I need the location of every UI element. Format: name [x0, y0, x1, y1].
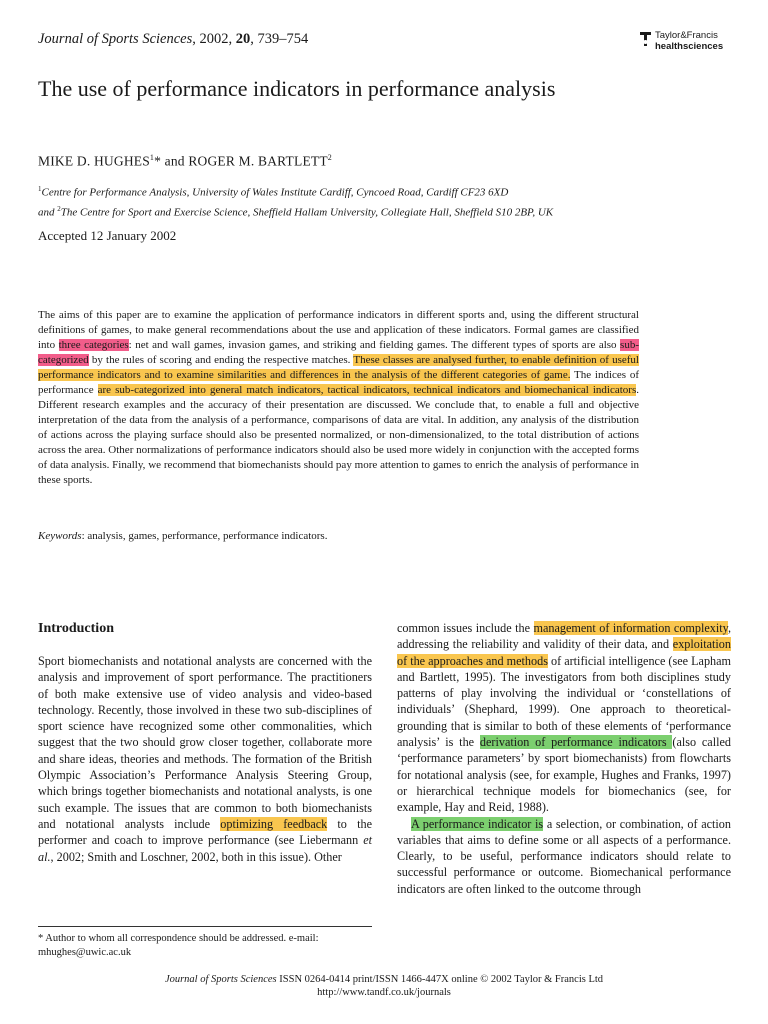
- author-1-affil: 1: [149, 153, 155, 162]
- footer-issn: ISSN 0264-0414 print/ISSN 1466-447X online © 2002 Taylor & Francis Ltd: [276, 974, 604, 985]
- footer-url: http://www.tandf.co.uk/journals: [317, 987, 451, 998]
- footer-journal: Journal of Sports Sciences: [164, 974, 277, 985]
- abstract-text-2: : net and wall games, invasion games, and striking and fielding games. The different types of sports are also: [128, 339, 621, 351]
- body-column-left: [38, 653, 372, 865]
- right-text-2: , addressing the reliability and validity of their data, and: [397, 621, 732, 652]
- abstract-text-3: by the rules of scoring and ending the respective matches.: [88, 354, 354, 366]
- affil-1: Centre for Performance Analysis, University of Wales Institute Cardiff, Cyncoed Road, Cardiff CF23 6XD: [41, 186, 509, 199]
- journal-year: , 2002,: [192, 31, 236, 47]
- keywords-label: Keywords: [38, 530, 82, 542]
- abstract-text-1: The aims of this paper are to examine the application of performance indicators in different sports and, using the different structural definitions of games, to make general recommendations about the use and application of these indicators. Formal games are classified into: [38, 309, 639, 351]
- affil-2: The Centre for Sport and Exercise Science, Sheffield Hallam University, Collegiate Hall, Sheffield S10 2BP, UK: [60, 206, 554, 219]
- intro-et-al: et al.: [38, 833, 372, 864]
- journal-citation: [38, 31, 308, 48]
- intro-text-3: , 2002; Smith and Loschner, 2002, both in this issue). Other: [50, 849, 342, 864]
- highlight-information-complexity: management of information complexity: [533, 621, 728, 635]
- highlight-sub-categorized: sub-categorized: [38, 339, 639, 366]
- intro-text-2: to the performer and coach to improve performance (see Liebermann: [38, 816, 372, 848]
- highlight-three-categories: three categories: [58, 339, 129, 351]
- highlight-optimizing-feedback: optimizing feedback: [220, 816, 328, 831]
- journal-name: Journal of Sports Sciences: [38, 31, 193, 47]
- corresponding-mark: *: [154, 153, 162, 169]
- right-text-3: of artificial intelligence (see Lapham and Bartlett, 1995). The investigators from both disciplines study patterns of play involving the individual or ‘constellations of individuals’ (Shephard, 1999). One approach to theoretical-grounding that is similar to both of these elements of ‘performance analysis’ is the: [397, 653, 732, 750]
- journal-volume: 20: [235, 31, 251, 47]
- affil-2-marker: 2: [57, 204, 61, 213]
- author-2-affil: 2: [327, 153, 332, 162]
- publisher-logo-line2: healthsciences: [655, 41, 724, 52]
- highlight-classes-analysed: These classes are analysed further, to enable definition of useful performance indicators and to examine similarities and differences in the analysis of the different categories of game.: [38, 354, 639, 381]
- author-1: MIKE D. HUGHES: [38, 153, 150, 169]
- page-footer: [0, 973, 768, 999]
- highlight-exploitation-methods: exploitation of the approaches and methods: [397, 637, 731, 668]
- right-text-1: common issues include the: [397, 621, 534, 635]
- keywords: [38, 530, 327, 542]
- section-heading-introduction: Introduction: [38, 621, 114, 636]
- affil-1-marker: 1: [38, 185, 42, 193]
- author-line: [38, 153, 332, 170]
- right-text-5: a selection, or combination, of action variables that aims to define some or all aspects of a performance. Clearly, to be useful, performance indicators should relate to successful performance or outcome. Biomechanical performance indicators are often linked to the outcome through: [397, 816, 731, 896]
- paper-title: The use of performance indicators in performance analysis: [38, 76, 556, 101]
- footnote-divider: [38, 926, 372, 927]
- right-text-4: (also called ‘performance parameters’ by sport biomechanists) from flowcharts for notational analysis (see, for example, Hughes and Franks, 1997) or hierarchical technique models for biomechanics (see, for example, Hay and Reid, 1988).: [397, 735, 731, 815]
- abstract-text-5: . Different research examples and the accuracy of their presentation are discussed. We conclude that, to enable a full and objective interpretation of the data from the analysis of a performance, comparisons of data are vital. In addition, any analysis of the distribution of actions across the playing surface should also be presented normalized, or non-dimensionalized, to the total distribution of actions across the area. Other normalizations of performance indicators should also be used more widely in conjunction with the accepted forms of data analysis. Finally, we recommend that biomechanists should pay more attention to games to enrich the analysis of performance in these sports.: [38, 384, 639, 486]
- keywords-text: : analysis, games, performance, performance indicators.: [81, 530, 328, 542]
- author-2: ROGER M. BARTLETT: [188, 153, 328, 169]
- journal-pages: , 739–754: [250, 31, 309, 47]
- publisher-logo-icon: [640, 32, 651, 46]
- highlight-indices-subcategorized: are sub-categorized into general match indicators, tactical indicators, technical indicators and biomechanical indicators: [97, 384, 637, 396]
- affil-and: and: [38, 206, 58, 219]
- affiliations: [38, 181, 738, 220]
- highlight-derivation-indicators: derivation of performance indicators: [479, 735, 673, 750]
- accepted-date: Accepted 12 January 2002: [38, 228, 177, 243]
- highlight-performance-indicator: A performance indicator is: [411, 816, 544, 831]
- author-and: and: [161, 153, 189, 169]
- intro-text-1: Sport biomechanists and notational analysts are concerned with the analysis and improvement of sport performance. The practitioners of both make extensive use of video analysis and video-based technology. Recently, those involved in these two sub-disciplines of sport science have recognized some other commonalities, which suggest that the two should grow closer together, collaborate more and share ideas, theories and methods. The formation of the British Olympic Association’s Performance Analysis Steering Group, which brings together biomechanists and notational analysts, is one such example. The issues that are common to both biomechanists and notational analysts include: [38, 654, 372, 831]
- correspondence-footnote: * Author to whom all correspondence should be addressed. e-mail: mhughes@uwic.ac.uk: [38, 933, 319, 958]
- abstract: [38, 308, 639, 488]
- body-column-right: [397, 620, 731, 897]
- abstract-text-4: The indices of performance: [38, 369, 639, 396]
- publisher-logo-line1: Taylor&Francis: [655, 30, 718, 41]
